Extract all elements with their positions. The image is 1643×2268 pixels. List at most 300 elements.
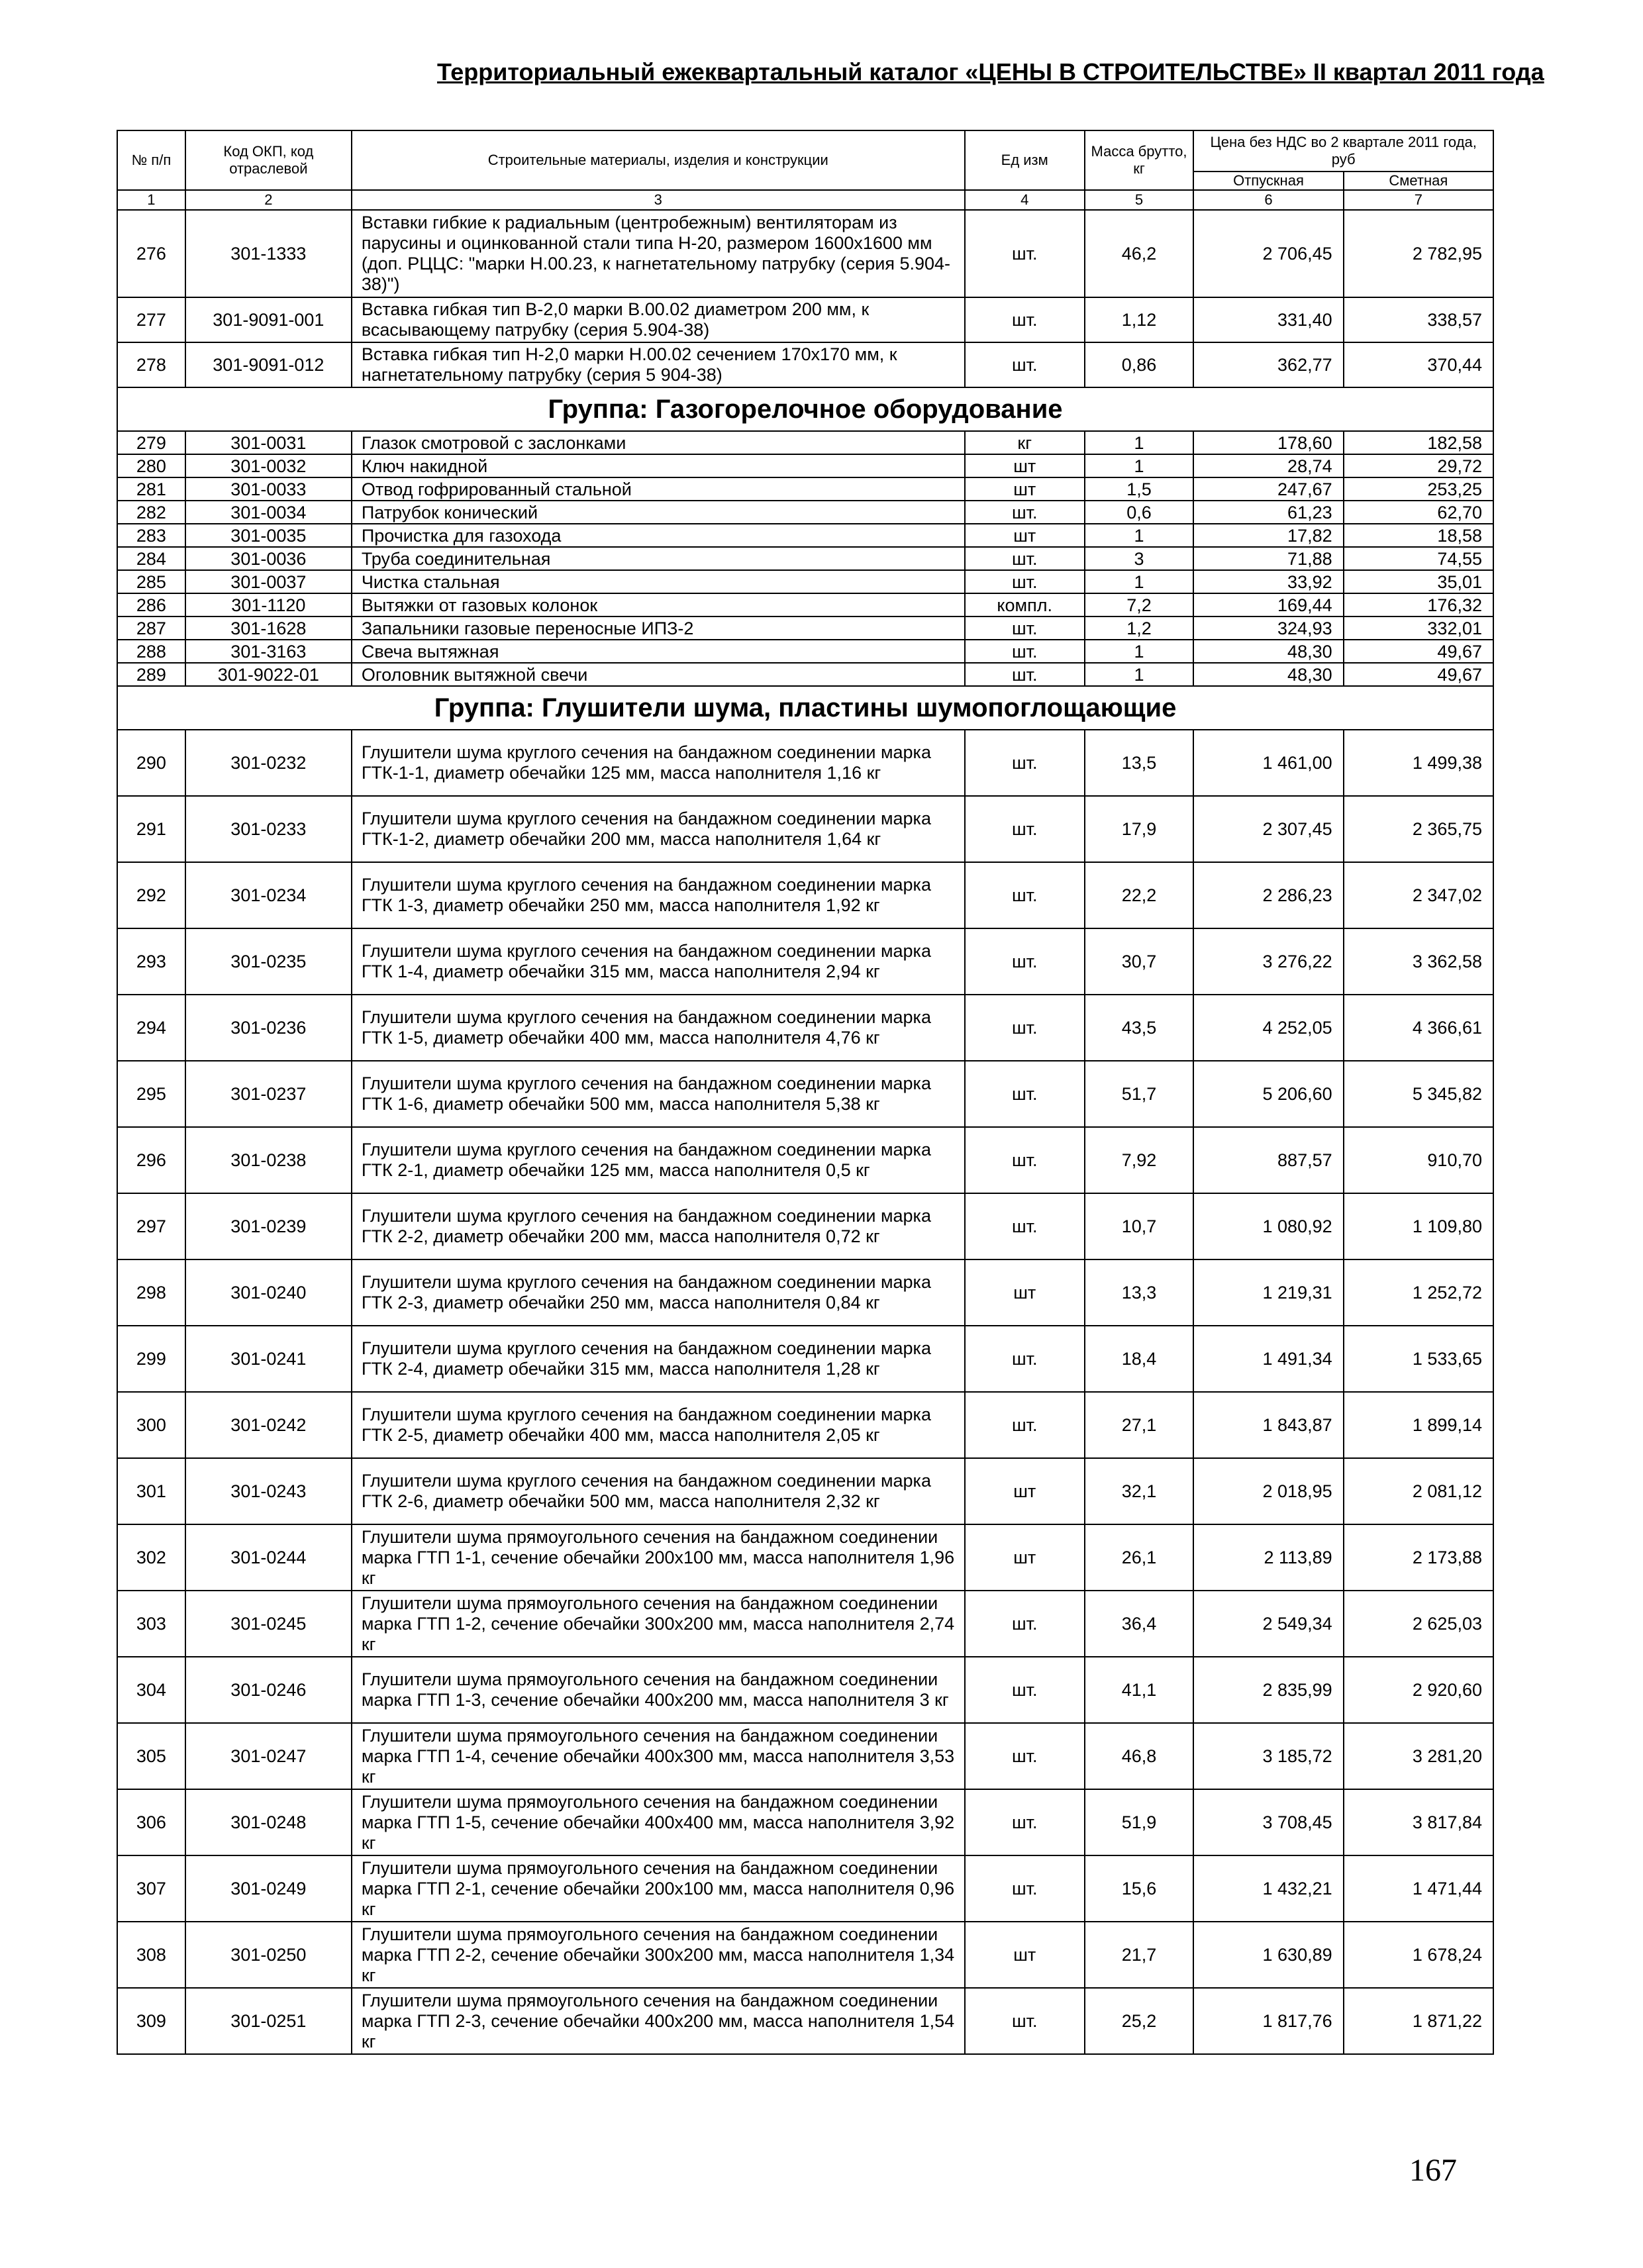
table-row (117, 1988, 1493, 2054)
table-row (117, 570, 1493, 593)
row-price-release: 324,93 (1193, 616, 1343, 640)
row-mass: 0,86 (1085, 342, 1194, 387)
row-name: Глушители шума круглого сечения на бандажном соединении марка ГТК-1-1, диаметр обечайки 125 мм, масса наполнителя 1,16 кг (352, 730, 965, 796)
rows-section-a (117, 210, 1493, 387)
row-mass: 41,1 (1085, 1657, 1194, 1723)
row-name: Глушители шума круглого сечения на бандажном соединении марка ГТК 1-3, диаметр обечайки 250 мм, масса наполнителя 1,92 кг (352, 862, 965, 928)
row-name: Глушители шума прямоугольного сечения на бандажном соединении марка ГТП 2-1, сечение обечайки 200х100 мм, масса наполнителя 0,96 кг (352, 1855, 965, 1922)
table-row (117, 477, 1493, 501)
row-name: Свеча вытяжная (352, 640, 965, 663)
row-name: Чистка стальная (352, 570, 965, 593)
row-price-estimate: 1 471,44 (1344, 1855, 1493, 1922)
row-unit: компл. (965, 593, 1085, 616)
row-price-release: 178,60 (1193, 431, 1343, 454)
group-row (117, 387, 1493, 431)
row-price-estimate: 182,58 (1344, 431, 1493, 454)
row-price-release: 71,88 (1193, 547, 1343, 570)
row-price-release: 1 461,00 (1193, 730, 1343, 796)
row-unit: шт. (965, 1855, 1085, 1922)
row-code: 301-0247 (185, 1723, 352, 1789)
row-unit: шт. (965, 1657, 1085, 1723)
header-code: Код ОКП, код отраслевой (185, 130, 352, 190)
row-mass: 1 (1085, 524, 1194, 547)
price-catalog-table (117, 130, 1494, 2055)
row-unit: шт. (965, 730, 1085, 796)
row-name: Глазок смотровой с заслонками (352, 431, 965, 454)
row-name: Глушители шума прямоугольного сечения на бандажном соединении марка ГТП 1-5, сечение обечайки 400х400 мм, масса наполнителя 3,92 кг (352, 1789, 965, 1855)
table-row (117, 1326, 1493, 1392)
row-mass: 15,6 (1085, 1855, 1194, 1922)
row-mass: 1 (1085, 431, 1194, 454)
row-price-estimate: 4 366,61 (1344, 995, 1493, 1061)
row-unit: шт (965, 477, 1085, 501)
row-name: Глушители шума круглого сечения на бандажном соединении марка ГТК 2-4, диаметр обечайки 315 мм, масса наполнителя 1,28 кг (352, 1326, 965, 1392)
row-price-release: 2 835,99 (1193, 1657, 1343, 1723)
row-price-estimate: 18,58 (1344, 524, 1493, 547)
row-code: 301-0033 (185, 477, 352, 501)
table-row (117, 1657, 1493, 1723)
row-name: Отвод гофрированный стальной (352, 477, 965, 501)
row-code: 301-0034 (185, 501, 352, 524)
row-mass: 43,5 (1085, 995, 1194, 1061)
row-price-release: 3 185,72 (1193, 1723, 1343, 1789)
row-mass: 1 (1085, 454, 1194, 477)
row-price-release: 61,23 (1193, 501, 1343, 524)
row-unit: шт. (965, 640, 1085, 663)
row-unit: шт (965, 1259, 1085, 1326)
row-price-release: 169,44 (1193, 593, 1343, 616)
group-title: Группа: Глушители шума, пластины шумопоглощающие (117, 686, 1493, 730)
header-price-estimate: Сметная (1344, 172, 1493, 190)
row-price-release: 3 708,45 (1193, 1789, 1343, 1855)
column-number: 1 (117, 190, 185, 210)
row-price-estimate: 2 347,02 (1344, 862, 1493, 928)
row-price-release: 33,92 (1193, 570, 1343, 593)
table-row (117, 928, 1493, 995)
row-mass: 25,2 (1085, 1988, 1194, 2054)
row-mass: 30,7 (1085, 928, 1194, 995)
row-mass: 27,1 (1085, 1392, 1194, 1458)
row-price-release: 2 113,89 (1193, 1524, 1343, 1591)
row-unit: шт. (965, 1591, 1085, 1657)
row-price-estimate: 5 345,82 (1344, 1061, 1493, 1127)
row-mass: 26,1 (1085, 1524, 1194, 1591)
row-number: 308 (117, 1922, 185, 1988)
row-price-estimate: 332,01 (1344, 616, 1493, 640)
row-mass: 13,5 (1085, 730, 1194, 796)
row-code: 301-0237 (185, 1061, 352, 1127)
row-price-estimate: 1 871,22 (1344, 1988, 1493, 2054)
table-row (117, 1061, 1493, 1127)
row-price-estimate: 338,57 (1344, 297, 1493, 342)
row-number: 280 (117, 454, 185, 477)
table-row (117, 547, 1493, 570)
row-mass: 7,92 (1085, 1127, 1194, 1193)
row-price-release: 2 706,45 (1193, 210, 1343, 297)
row-number: 283 (117, 524, 185, 547)
row-number: 297 (117, 1193, 185, 1259)
group-title: Группа: Газогорелочное оборудование (117, 387, 1493, 431)
row-price-release: 362,77 (1193, 342, 1343, 387)
row-mass: 10,7 (1085, 1193, 1194, 1259)
row-price-release: 5 206,60 (1193, 1061, 1343, 1127)
row-price-estimate: 2 920,60 (1344, 1657, 1493, 1723)
row-price-estimate: 74,55 (1344, 547, 1493, 570)
row-price-estimate: 2 173,88 (1344, 1524, 1493, 1591)
column-number-row (117, 190, 1493, 210)
row-mass: 3 (1085, 547, 1194, 570)
row-mass: 36,4 (1085, 1591, 1194, 1657)
table-row (117, 1127, 1493, 1193)
row-mass: 1 (1085, 640, 1194, 663)
column-number: 3 (352, 190, 965, 210)
row-unit: шт. (965, 1988, 1085, 2054)
row-number: 291 (117, 796, 185, 862)
row-name: Оголовник вытяжной свечи (352, 663, 965, 686)
table-row (117, 454, 1493, 477)
row-number: 277 (117, 297, 185, 342)
row-code: 301-0248 (185, 1789, 352, 1855)
table-row (117, 616, 1493, 640)
row-mass: 32,1 (1085, 1458, 1194, 1524)
table-row (117, 1922, 1493, 1988)
row-code: 301-9022-01 (185, 663, 352, 686)
row-price-release: 48,30 (1193, 640, 1343, 663)
row-name: Прочистка для газохода (352, 524, 965, 547)
column-number: 4 (965, 190, 1085, 210)
header-unit: Ед изм (965, 130, 1085, 190)
row-price-release: 3 276,22 (1193, 928, 1343, 995)
row-code: 301-0235 (185, 928, 352, 995)
row-unit: шт. (965, 1789, 1085, 1855)
row-code: 301-0032 (185, 454, 352, 477)
row-mass: 1 (1085, 570, 1194, 593)
header-price: Цена без НДС во 2 квартале 2011 года, руб (1193, 130, 1493, 172)
row-number: 306 (117, 1789, 185, 1855)
row-number: 295 (117, 1061, 185, 1127)
table-row (117, 593, 1493, 616)
row-mass: 17,9 (1085, 796, 1194, 862)
column-number: 7 (1344, 190, 1493, 210)
row-unit: шт. (965, 1326, 1085, 1392)
row-name: Вытяжки от газовых колонок (352, 593, 965, 616)
table-row (117, 297, 1493, 342)
row-unit: шт (965, 524, 1085, 547)
row-price-release: 887,57 (1193, 1127, 1343, 1193)
header-name: Строительные материалы, изделия и конструкции (352, 130, 965, 190)
row-name: Глушители шума прямоугольного сечения на бандажном соединении марка ГТП 2-2, сечение обечайки 300х200 мм, масса наполнителя 1,34 кг (352, 1922, 965, 1988)
row-unit: шт. (965, 995, 1085, 1061)
row-name: Глушители шума круглого сечения на бандажном соединении марка ГТК 1-6, диаметр обечайки 500 мм, масса наполнителя 5,38 кг (352, 1061, 965, 1127)
row-price-release: 1 630,89 (1193, 1922, 1343, 1988)
row-name: Запальники газовые переносные ИПЗ-2 (352, 616, 965, 640)
row-mass: 1,2 (1085, 616, 1194, 640)
row-price-estimate: 1 109,80 (1344, 1193, 1493, 1259)
row-mass: 18,4 (1085, 1326, 1194, 1392)
row-name: Глушители шума прямоугольного сечения на бандажном соединении марка ГТП 2-3, сечение обечайки 400х200 мм, масса наполнителя 1,54 кг (352, 1988, 965, 2054)
row-price-release: 1 491,34 (1193, 1326, 1343, 1392)
row-number: 309 (117, 1988, 185, 2054)
row-unit: шт. (965, 928, 1085, 995)
row-price-release: 1 817,76 (1193, 1988, 1343, 2054)
row-price-estimate: 1 678,24 (1344, 1922, 1493, 1988)
table-row (117, 1458, 1493, 1524)
row-unit: шт. (965, 570, 1085, 593)
row-code: 301-0243 (185, 1458, 352, 1524)
row-price-release: 1 843,87 (1193, 1392, 1343, 1458)
row-price-release: 1 432,21 (1193, 1855, 1343, 1922)
row-code: 301-0233 (185, 796, 352, 862)
row-code: 301-0240 (185, 1259, 352, 1326)
row-mass: 1,5 (1085, 477, 1194, 501)
row-code: 301-9091-001 (185, 297, 352, 342)
row-price-estimate: 49,67 (1344, 640, 1493, 663)
row-price-estimate: 49,67 (1344, 663, 1493, 686)
row-price-estimate: 3 817,84 (1344, 1789, 1493, 1855)
header-mass: Масса брутто, кг (1085, 130, 1194, 190)
row-name: Глушители шума прямоугольного сечения на бандажном соединении марка ГТП 1-3, сечение обечайки 400х200 мм, масса наполнителя 3 кг (352, 1657, 965, 1723)
row-price-estimate: 176,32 (1344, 593, 1493, 616)
row-unit: шт (965, 1922, 1085, 1988)
row-price-estimate: 3 362,58 (1344, 928, 1493, 995)
row-number: 284 (117, 547, 185, 570)
table-row (117, 995, 1493, 1061)
row-mass: 46,2 (1085, 210, 1194, 297)
row-name: Патрубок конический (352, 501, 965, 524)
row-number: 285 (117, 570, 185, 593)
row-code: 301-0244 (185, 1524, 352, 1591)
row-number: 292 (117, 862, 185, 928)
row-code: 301-0031 (185, 431, 352, 454)
row-price-estimate: 2 782,95 (1344, 210, 1493, 297)
rows-section-c (117, 730, 1493, 2054)
table-row (117, 1591, 1493, 1657)
row-number: 303 (117, 1591, 185, 1657)
table-row (117, 862, 1493, 928)
row-number: 305 (117, 1723, 185, 1789)
row-price-estimate: 3 281,20 (1344, 1723, 1493, 1789)
table-row (117, 342, 1493, 387)
row-code: 301-1628 (185, 616, 352, 640)
row-code: 301-1120 (185, 593, 352, 616)
table-header (117, 130, 1493, 210)
row-price-release: 1 219,31 (1193, 1259, 1343, 1326)
row-number: 290 (117, 730, 185, 796)
row-mass: 51,7 (1085, 1061, 1194, 1127)
row-code: 301-0250 (185, 1922, 352, 1988)
row-price-estimate: 35,01 (1344, 570, 1493, 593)
row-unit: шт. (965, 1061, 1085, 1127)
row-price-release: 4 252,05 (1193, 995, 1343, 1061)
row-price-release: 2 018,95 (1193, 1458, 1343, 1524)
column-number: 2 (185, 190, 352, 210)
row-name: Ключ накидной (352, 454, 965, 477)
table-row (117, 640, 1493, 663)
row-mass: 1 (1085, 663, 1194, 686)
row-price-release: 1 080,92 (1193, 1193, 1343, 1259)
row-unit: шт. (965, 342, 1085, 387)
row-number: 293 (117, 928, 185, 995)
row-name: Вставка гибкая тип Н-2,0 марки Н.00.02 сечением 170х170 мм, к нагнетательному патрубку (серия 5 904-38) (352, 342, 965, 387)
row-code: 301-0036 (185, 547, 352, 570)
row-mass: 46,8 (1085, 1723, 1194, 1789)
row-code: 301-0249 (185, 1855, 352, 1922)
row-unit: шт. (965, 547, 1085, 570)
table-row (117, 1789, 1493, 1855)
row-unit: шт. (965, 297, 1085, 342)
row-unit: шт (965, 1458, 1085, 1524)
row-name: Глушители шума круглого сечения на бандажном соединении марка ГТК-1-2, диаметр обечайки 200 мм, масса наполнителя 1,64 кг (352, 796, 965, 862)
table-row (117, 431, 1493, 454)
row-unit: шт. (965, 862, 1085, 928)
row-code: 301-0241 (185, 1326, 352, 1392)
row-name: Вставка гибкая тип В-2,0 марки В.00.02 диаметром 200 мм, к всасывающему патрубку (серия 5.904-38) (352, 297, 965, 342)
row-price-estimate: 1 499,38 (1344, 730, 1493, 796)
row-price-release: 17,82 (1193, 524, 1343, 547)
row-code: 301-0251 (185, 1988, 352, 2054)
column-number: 6 (1193, 190, 1343, 210)
row-number: 296 (117, 1127, 185, 1193)
row-number: 278 (117, 342, 185, 387)
row-code: 301-0245 (185, 1591, 352, 1657)
row-code: 301-0035 (185, 524, 352, 547)
row-number: 307 (117, 1855, 185, 1922)
row-code: 301-0232 (185, 730, 352, 796)
row-unit: шт. (965, 210, 1085, 297)
page-header-title: Территориальный ежеквартальный каталог «ЦЕНЫ В СТРОИТЕЛЬСТВЕ» II квартал 2011 года (437, 58, 1544, 85)
row-unit: шт. (965, 501, 1085, 524)
row-name: Глушители шума круглого сечения на бандажном соединении марка ГТК 1-4, диаметр обечайки 315 мм, масса наполнителя 2,94 кг (352, 928, 965, 995)
row-code: 301-9091-012 (185, 342, 352, 387)
row-number: 294 (117, 995, 185, 1061)
row-name: Глушители шума круглого сечения на бандажном соединении марка ГТК 1-5, диаметр обечайки 400 мм, масса наполнителя 4,76 кг (352, 995, 965, 1061)
row-code: 301-0236 (185, 995, 352, 1061)
row-price-estimate: 370,44 (1344, 342, 1493, 387)
row-code: 301-0246 (185, 1657, 352, 1723)
row-code: 301-0242 (185, 1392, 352, 1458)
row-name: Глушители шума круглого сечения на бандажном соединении марка ГТК 2-5, диаметр обечайки 400 мм, масса наполнителя 2,05 кг (352, 1392, 965, 1458)
row-code: 301-0037 (185, 570, 352, 593)
row-price-release: 2 307,45 (1193, 796, 1343, 862)
row-number: 289 (117, 663, 185, 686)
row-unit: шт. (965, 1193, 1085, 1259)
row-number: 301 (117, 1458, 185, 1524)
row-price-estimate: 2 365,75 (1344, 796, 1493, 862)
row-price-estimate: 2 625,03 (1344, 1591, 1493, 1657)
row-code: 301-0239 (185, 1193, 352, 1259)
row-unit: шт. (965, 1392, 1085, 1458)
row-number: 287 (117, 616, 185, 640)
table-row (117, 524, 1493, 547)
row-name: Глушители шума прямоугольного сечения на бандажном соединении марка ГТП 1-1, сечение обечайки 200х100 мм, масса наполнителя 1,96 кг (352, 1524, 965, 1591)
row-number: 299 (117, 1326, 185, 1392)
row-price-estimate: 253,25 (1344, 477, 1493, 501)
row-price-release: 331,40 (1193, 297, 1343, 342)
table-row (117, 730, 1493, 796)
row-number: 282 (117, 501, 185, 524)
header-price-release: Отпускная (1193, 172, 1343, 190)
row-price-estimate: 1 252,72 (1344, 1259, 1493, 1326)
row-mass: 21,7 (1085, 1922, 1194, 1988)
row-name: Труба соединительная (352, 547, 965, 570)
row-price-release: 28,74 (1193, 454, 1343, 477)
row-number: 286 (117, 593, 185, 616)
row-name: Глушители шума круглого сечения на бандажном соединении марка ГТК 2-2, диаметр обечайки 200 мм, масса наполнителя 0,72 кг (352, 1193, 965, 1259)
row-name: Глушители шума круглого сечения на бандажном соединении марка ГТК 2-1, диаметр обечайки 125 мм, масса наполнителя 0,5 кг (352, 1127, 965, 1193)
row-price-estimate: 62,70 (1344, 501, 1493, 524)
table-row (117, 796, 1493, 862)
table-row (117, 1259, 1493, 1326)
table-row (117, 1723, 1493, 1789)
column-number: 5 (1085, 190, 1194, 210)
table-row (117, 210, 1493, 297)
row-mass: 13,3 (1085, 1259, 1194, 1326)
row-number: 304 (117, 1657, 185, 1723)
row-number: 279 (117, 431, 185, 454)
row-mass: 22,2 (1085, 862, 1194, 928)
row-code: 301-3163 (185, 640, 352, 663)
row-number: 288 (117, 640, 185, 663)
row-mass: 7,2 (1085, 593, 1194, 616)
row-name: Глушители шума прямоугольного сечения на бандажном соединении марка ГТП 1-2, сечение обечайки 300х200 мм, масса наполнителя 2,74 кг (352, 1591, 965, 1657)
row-price-estimate: 1 899,14 (1344, 1392, 1493, 1458)
group-row (117, 686, 1493, 730)
row-price-estimate: 910,70 (1344, 1127, 1493, 1193)
row-price-estimate: 1 533,65 (1344, 1326, 1493, 1392)
row-name: Глушители шума прямоугольного сечения на бандажном соединении марка ГТП 1-4, сечение обечайки 400х300 мм, масса наполнителя 3,53 кг (352, 1723, 965, 1789)
row-unit: шт. (965, 1127, 1085, 1193)
row-unit: шт (965, 1524, 1085, 1591)
row-code: 301-0234 (185, 862, 352, 928)
row-name: Вставки гибкие к радиальным (центробежным) вентиляторам из парусины и оцинкованной стали типа Н-20, размером 1600х1600 мм (доп. РЦЦС: "марки Н.00.23, к нагнетательному патрубку (серия 5.904-38)") (352, 210, 965, 297)
row-price-estimate: 29,72 (1344, 454, 1493, 477)
rows-section-b (117, 431, 1493, 686)
row-price-release: 48,30 (1193, 663, 1343, 686)
table-row (117, 1855, 1493, 1922)
row-mass: 51,9 (1085, 1789, 1194, 1855)
row-unit: шт. (965, 663, 1085, 686)
row-price-release: 2 549,34 (1193, 1591, 1343, 1657)
page-number: 167 (1409, 2153, 1457, 2188)
row-unit: шт. (965, 796, 1085, 862)
table-row (117, 1392, 1493, 1458)
table-row (117, 1524, 1493, 1591)
row-number: 276 (117, 210, 185, 297)
row-price-release: 247,67 (1193, 477, 1343, 501)
header-num: № п/п (117, 130, 185, 190)
row-name: Глушители шума круглого сечения на бандажном соединении марка ГТК 2-6, диаметр обечайки 500 мм, масса наполнителя 2,32 кг (352, 1458, 965, 1524)
row-name: Глушители шума круглого сечения на бандажном соединении марка ГТК 2-3, диаметр обечайки 250 мм, масса наполнителя 0,84 кг (352, 1259, 965, 1326)
row-number: 302 (117, 1524, 185, 1591)
row-unit: шт. (965, 1723, 1085, 1789)
table-row (117, 1193, 1493, 1259)
row-number: 298 (117, 1259, 185, 1326)
row-unit: шт (965, 454, 1085, 477)
row-number: 300 (117, 1392, 185, 1458)
row-price-estimate: 2 081,12 (1344, 1458, 1493, 1524)
row-code: 301-0238 (185, 1127, 352, 1193)
table-row (117, 663, 1493, 686)
row-mass: 1,12 (1085, 297, 1194, 342)
row-mass: 0,6 (1085, 501, 1194, 524)
table-row (117, 501, 1493, 524)
row-price-release: 2 286,23 (1193, 862, 1343, 928)
group-section-2 (117, 686, 1493, 730)
row-unit: шт. (965, 616, 1085, 640)
row-unit: кг (965, 431, 1085, 454)
group-section-1 (117, 387, 1493, 431)
row-number: 281 (117, 477, 185, 501)
